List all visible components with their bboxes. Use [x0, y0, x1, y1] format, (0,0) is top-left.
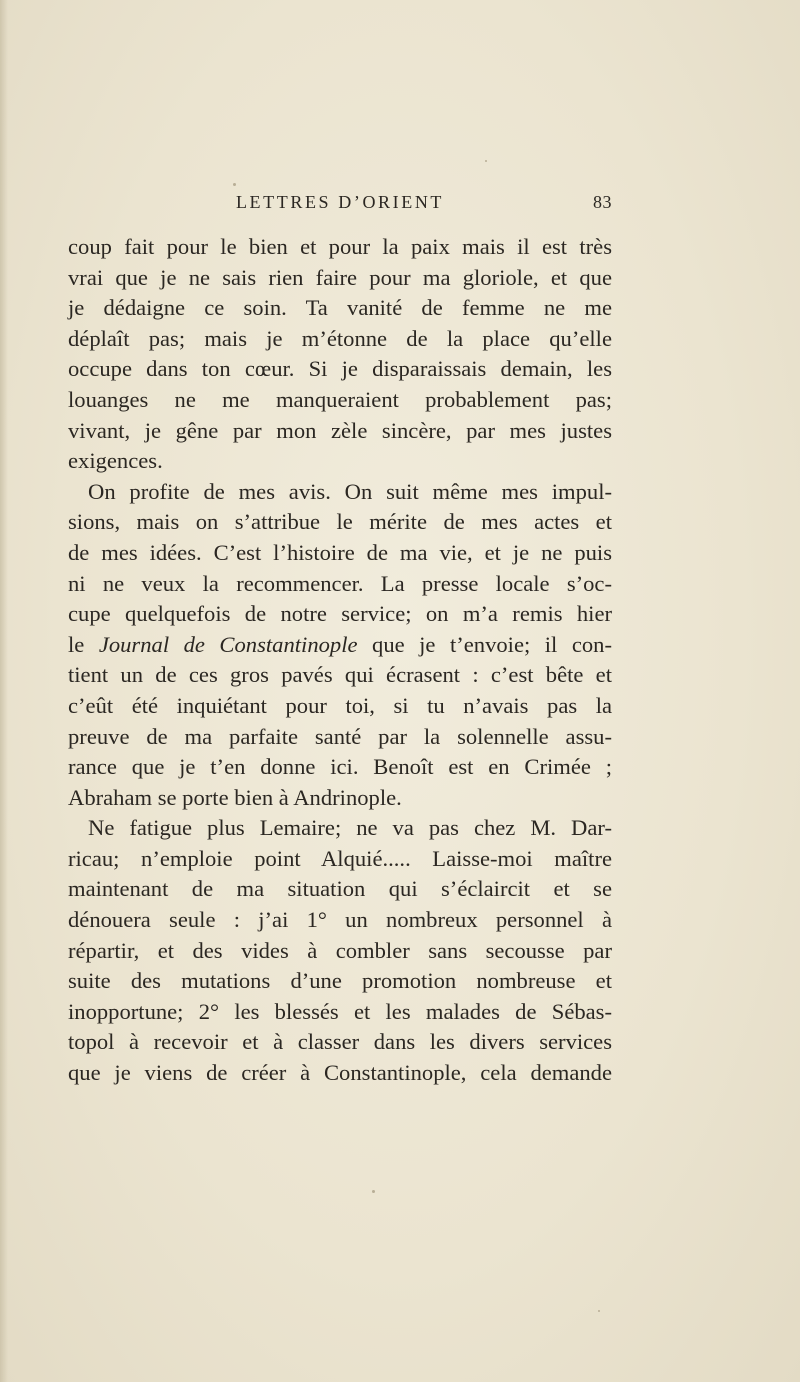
text-line: topol à recevoir et à classer dans les divers services — [68, 1029, 612, 1055]
text-line: preuve de ma parfaite santé par la solennelle assu- — [68, 723, 612, 749]
running-head — [68, 192, 612, 220]
page-number: 83 — [593, 192, 612, 212]
binding-edge — [0, 0, 8, 1382]
text-line: c’eût été inquiétant pour toi, si tu n’avais pas la — [68, 692, 612, 718]
paragraph-start-line: On profite de mes avis. On suit même mes impul- — [88, 478, 612, 504]
paper-speck — [598, 1310, 600, 1312]
text-line: louanges ne me manqueraient probablement pas; — [68, 386, 612, 412]
text-line: je dédaigne ce soin. Ta vanité de femme ne me — [68, 295, 612, 321]
text-line: inopportune; 2° les blessés et les malades de Sébas- — [68, 998, 612, 1024]
text-line: vivant, je gêne par mon zèle sincère, par mes justes — [68, 417, 612, 443]
line-prefix: le — [68, 631, 99, 657]
text-line: ni ne veux la recommencer. La presse locale s’oc- — [68, 570, 612, 596]
text-line: occupe dans ton cœur. Si je disparaissais demain, les — [68, 356, 612, 382]
text-line: dénouera seule : j’ai 1° un nombreux personnel à — [68, 907, 612, 933]
paper-speck — [233, 183, 236, 186]
newspaper-title: Journal de Constantinople — [98, 631, 358, 657]
text-line: vrai que je ne sais rien faire pour ma gloriole, et que — [68, 264, 612, 290]
text-line: déplaît pas; mais je m’étonne de la place qu’elle — [68, 325, 612, 351]
paragraph-start-line: Ne fatigue plus Lemaire; ne va pas chez M. Dar- — [88, 815, 612, 841]
paper-speck — [485, 160, 487, 162]
text-line: ricau; n’emploie point Alquié..... Laisse-moi maître — [68, 845, 612, 871]
text-line: tient un de ces gros pavés qui écrasent : c’est bête et — [68, 662, 612, 688]
text-line: cupe quelquefois de notre service; on m’a remis hier — [68, 601, 612, 627]
text-line: rance que je t’en donne ici. Benoît est en Crimée ; — [68, 754, 612, 780]
paper-speck — [372, 1190, 375, 1193]
running-title: LETTRES D’ORIENT — [235, 192, 445, 212]
text-line: répartir, et des vides à combler sans secousse par — [68, 937, 612, 963]
text-line: coup fait pour le bien et pour la paix mais il est très — [68, 234, 612, 259]
text-line: maintenant de ma situation qui s’éclaircit et se — [68, 876, 612, 902]
text-line: de mes idées. C’est l’histoire de ma vie, et je ne puis — [68, 539, 612, 565]
text-line: que je viens de créer à Constantinople, cela demande — [68, 1060, 612, 1086]
text-line: sions, mais on s’attribue le mérite de mes actes et — [68, 509, 612, 535]
body-text — [68, 232, 612, 1089]
text-line: suite des mutations d’une promotion nombreuse et — [68, 968, 612, 994]
text-line: exigences. — [68, 448, 163, 474]
line-suffix: que je t’envoie; il con- — [357, 631, 612, 657]
text-line-with-title — [68, 630, 612, 661]
text-line: Abraham se porte bien à Andrinople. — [68, 784, 402, 810]
